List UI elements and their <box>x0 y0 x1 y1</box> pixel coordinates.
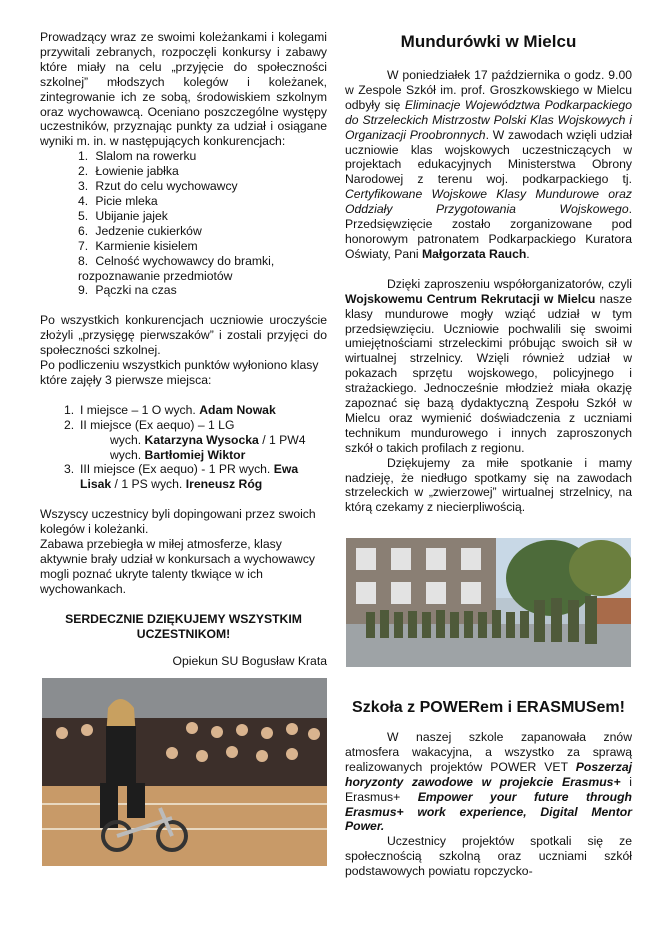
oath-paragraph: Po wszystkich konkurencjach uczniowie uroczyście złożyli „przysięgę pierwszaków” i zostali przyjęci do społeczności szkolnej. <box>40 313 327 358</box>
competition-list <box>40 149 327 298</box>
article-title-erasmus: Szkoła z POWERem i ERASMUSem! <box>352 699 625 716</box>
list-item: 4. Picie mleka <box>78 193 158 208</box>
results-intro: Po podliczeniu wszystkich punktów wyłoniono klasy które zajęły 3 pierwsze miejsca: <box>40 358 319 387</box>
signature: Opiekun SU Bogusław Krata <box>172 653 327 668</box>
military-photo <box>346 538 631 667</box>
atmosphere-paragraph: Zabawa przebiegła w miłej atmosferze, klasy aktywnie brały udział w konkursach a wychowawcy mogli poznać ukryte talenty tkwiące w ich wychowankach. <box>40 537 316 596</box>
list-item: 6. Jedzenie cukierków <box>78 223 202 238</box>
list-item: 8. Celność wychowawcy do bramki, <box>78 253 275 268</box>
thanks-heading: SERDECZNIE DZIĘKUJEMY WSZYSTKIM UCZESTNIKOM! <box>65 611 302 641</box>
list-item: 2. Łowienie jabłka <box>78 164 179 179</box>
cheer-paragraph: Wszyscy uczestnicy byli dopingowani przez swoich kolegów i koleżanki. <box>40 507 316 537</box>
left-column <box>40 30 327 668</box>
right-column <box>345 30 632 515</box>
article1-paragraph-3: Dziękujemy za miłe spotkanie i mamy nadzieję, że niedługo spotkamy się na zawodach strzeleckich w „zwierzowej” wirtualnej strzelnicy, na którą czekamy z niecierpliwością. <box>345 455 632 515</box>
article1-paragraph-2: Dzięki zaproszeniu współorganizatorów, czyli Wojskowemu Centrum Rekrutacji w Mielcu nasze klasy mundurowe mogły wziąć udział w tym przedsięwzięciu. Uczniowie pochwalili się swoimi umiejętnościami strzeleckimi próbując swoich sił w wirtualnej strzelnicy. Wzięli również udział w pokazach sprzętu wojskowego, policyjnego i strażackiego. Jednocześnie młodzież miała okazję zapoznać się bazą dydaktyczną Zespołu Szkół w Mielcu oraz wymienić doświadczenia z uczniami technikum mundurowego i innych zaproszonych szkół o takich profilach z regionu. <box>345 276 632 455</box>
article1-paragraph-1: W poniedziałek 17 października o godz. 9.00 w Zespole Szkół im. prof. Groszkowskiego w Mielcu odbyły się Eliminacje Województwa Podkarpackiego do Strzeleckich Mistrzostw Polski Klas Wojskowych i Organizacji Proobronnych. W zawodach wzięli udział uczniowie klas wojskowych uczestniczących w projektach edukacyjnych Ministerstwa Obrony Narodowej z terenu woj. podkarpackiego tj. Certyfikowane Wojskowe Klasy Mundurowe oraz Oddziały Przygotowania Wojskowego. Przedsięwzięcie zostało zorganizowane pod honorowym patronatem Podkarpackiego Kuratora Oświaty, Pani Małgorzata Rauch. <box>345 68 632 261</box>
list-item: 2. II miejsce (Ex aequo) – 1 LG wych. Katarzyna Wysocka / 1 PW4 wych. Bartłomiej Wiktor <box>64 417 306 462</box>
intro-paragraph: Prowadzący wraz ze swoimi koleżankami i kolegami przywitali zebranych, rozpoczęli konkursy i zabawy które miały na celu „przyjęcie do społeczności szkolnej” młodszych kolegów i koleżanek, zintegrowanie ich ze sobą, środowiskiem szkolnym oraz wychowawcą. Oceniano poszczególne występy uczestników, przyznając punkty za udział i osiągane wyniki m. in. w następujących konkurencjach: <box>40 30 327 149</box>
list-item: 3. Rzut do celu wychowawcy <box>78 179 238 194</box>
gym-event-photo <box>42 678 327 866</box>
article2 <box>345 730 632 879</box>
list-item: 5. Ubijanie jajek <box>78 208 168 223</box>
results-list <box>40 403 327 492</box>
article2-paragraph-1: W naszej szkole zapanowała znów atmosfera wakacyjna, a wszystko za sprawą realizowanych projektów POWER VET Poszerzaj horyzonty zawodowe w projekcie Erasmus+ i Erasmus+ Empower your future through Erasmus+ work experience, Digital Mentor Power. <box>345 730 633 834</box>
list-item: 7. Karmienie kisielem <box>78 238 198 253</box>
list-item: 1. Slalom na rowerku <box>78 149 197 164</box>
article2-paragraph-2: Uczestnicy projektów spotkali się ze społecznością szkolną oraz uczniami szkół podstawowych powiatu ropczycko- <box>345 834 632 879</box>
list-item: 3. III miejsce (Ex aequo) - 1 PR wych. Ewa Lisak / 1 PS wych. Ireneusz Róg <box>64 462 299 492</box>
article-title-mundurowki: Mundurówki w Mielcu <box>400 32 577 51</box>
list-item: 9. Pączki na czas <box>78 283 177 298</box>
list-item: rozpoznawanie przedmiotów <box>78 268 233 283</box>
list-item: 1. I miejsce – 1 O wych. Adam Nowak <box>64 402 276 417</box>
